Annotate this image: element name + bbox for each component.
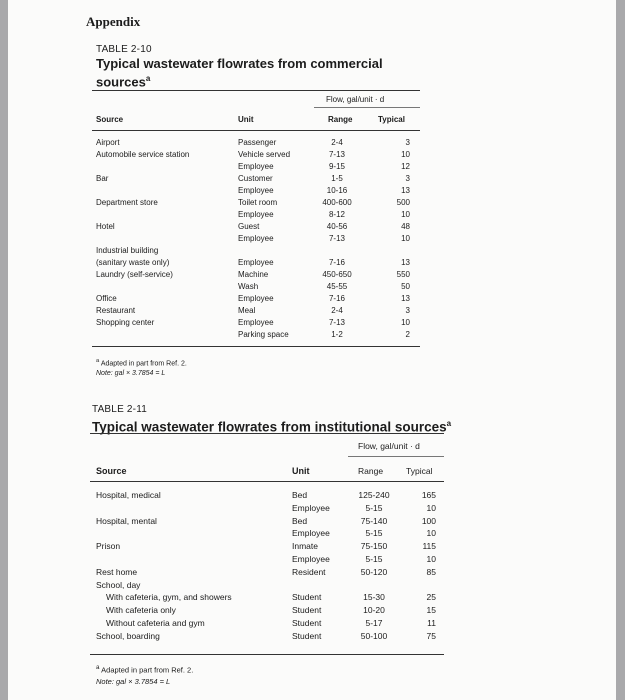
table2-col-typical: Typical xyxy=(406,466,433,476)
table2-range-cell: 75-140 xyxy=(360,515,388,526)
table1-flow-rule xyxy=(314,107,420,108)
table1-typical-cell: 3 xyxy=(405,174,410,183)
table1-typical-cell: 13 xyxy=(401,294,410,303)
table1-note: Note: gal × 3.7854 = L xyxy=(96,370,166,377)
document-page xyxy=(8,0,616,700)
table1-title xyxy=(96,56,383,89)
table1-header-rule xyxy=(92,130,420,131)
table1-range-cell: 45-55 xyxy=(326,282,348,291)
table1-source-cell: Bar xyxy=(96,174,109,183)
table2-range-cell: 5-15 xyxy=(365,528,383,539)
table2-range-cell: 50-100 xyxy=(360,630,388,641)
table1-col-typical: Typical xyxy=(378,115,405,124)
table2-typical-cell: 10 xyxy=(426,502,436,513)
table2-unit-cell: Bed xyxy=(292,490,308,500)
table1-unit-cell: Wash xyxy=(238,282,259,291)
table2-source-cell: Prison xyxy=(96,541,121,552)
table1-unit-cell: Guest xyxy=(238,222,260,231)
table1-top-rule xyxy=(92,90,420,91)
table1-bottom-rule xyxy=(92,346,420,347)
table1-unit-cell: Parking space xyxy=(238,330,289,339)
table1-range-cell: 2-4 xyxy=(331,138,343,147)
table1-typical-cell: 10 xyxy=(401,210,410,219)
table1-unit-cell: Customer xyxy=(238,174,273,183)
table1-typical-cell: 10 xyxy=(401,150,410,159)
table2-note: Note: gal × 3.7854 = L xyxy=(96,677,171,686)
table1-unit-cell: Machine xyxy=(238,270,269,279)
table1-typical-cell: 50 xyxy=(401,282,410,291)
table2-typical-cell: 11 xyxy=(427,618,436,628)
table2-unit-cell: Student xyxy=(292,605,322,616)
table1-source-cell: Shopping center xyxy=(96,318,155,327)
table1-unit-cell: Passenger xyxy=(238,138,277,147)
table2-flow-header: Flow, gal/unit · d xyxy=(358,441,420,451)
table2-unit-cell: Inmate xyxy=(292,541,318,552)
table1-range-cell: 7-13 xyxy=(328,150,345,159)
table2-range-cell: 5-15 xyxy=(365,502,383,513)
table1-typical-cell: 3 xyxy=(405,138,410,147)
table1-title-line1: Typical wastewater flowrates from commercial xyxy=(96,56,383,71)
table1-label: TABLE 2-10 xyxy=(96,44,152,55)
table1-source-cell: Automobile service station xyxy=(96,150,190,159)
table1-unit-cell: Employee xyxy=(238,294,274,303)
table1-footnote-mark: a xyxy=(96,358,100,364)
table2-flow-rule xyxy=(348,456,444,457)
table1-typical-cell: 500 xyxy=(396,198,410,207)
table1-unit-cell: Employee xyxy=(238,318,274,327)
table2-unit-cell: Student xyxy=(292,592,322,603)
table2-header-rule xyxy=(90,481,444,482)
table2-col-unit: Unit xyxy=(292,466,310,476)
table2-footnote-text: Adapted in part from Ref. 2. xyxy=(101,665,194,675)
table1-col-unit: Unit xyxy=(238,115,254,124)
table1-typical-cell: 10 xyxy=(401,318,410,327)
table2-title xyxy=(92,416,451,435)
table1-unit-cell: Employee xyxy=(238,258,274,267)
table1-range-cell: 7-16 xyxy=(328,258,345,267)
table1-unit-cell: Employee xyxy=(238,186,274,195)
table2-source-cell: With cafeteria, gym, and showers xyxy=(106,592,232,603)
appendix-heading: Appendix xyxy=(86,14,141,29)
table1-range-cell: 400-600 xyxy=(322,198,352,207)
table2-typical-cell: 25 xyxy=(426,592,436,603)
table1-unit-cell: Vehicle served xyxy=(238,150,291,159)
table1-source-cell: Laundry (self-service) xyxy=(96,270,173,279)
table1-source-cell: Office xyxy=(96,294,117,303)
table2-source-cell: School, day xyxy=(96,579,141,590)
table1-range-cell: 1-2 xyxy=(331,330,343,339)
table2-source-cell: Hospital, mental xyxy=(96,515,157,526)
table2-range-cell: 5-15 xyxy=(365,554,383,564)
table2-unit-cell: Student xyxy=(292,630,322,641)
table2-footnote-mark: a xyxy=(96,664,100,671)
table1-col-range: Range xyxy=(328,115,353,124)
table2-unit-cell: Resident xyxy=(292,566,326,577)
table2-unit-cell: Employee xyxy=(292,528,330,539)
table1-typical-cell: 48 xyxy=(401,222,410,231)
table1-footnote xyxy=(96,358,187,367)
table1-range-cell: 10-16 xyxy=(326,186,348,195)
table2-range-cell: 15-30 xyxy=(363,592,385,603)
table1-range-cell: 7-16 xyxy=(328,294,345,303)
table2-source-cell: Rest home xyxy=(96,566,138,577)
table1-title-sup: a xyxy=(145,74,151,83)
table1-source-cell: Hotel xyxy=(96,222,115,231)
table1-range-cell: 450-650 xyxy=(322,270,352,279)
table1-range-cell: 8-12 xyxy=(328,210,345,219)
table1-typical-cell: 13 xyxy=(401,258,410,267)
table2-typical-cell: 10 xyxy=(426,528,436,539)
table1-typical-cell: 10 xyxy=(401,234,410,243)
table1-unit-cell: Meal xyxy=(238,306,256,315)
table1-col-source: Source xyxy=(96,115,124,124)
table1-range-cell: 1-5 xyxy=(331,174,343,183)
table1-typical-cell: 13 xyxy=(401,186,410,195)
table1-typical-cell: 3 xyxy=(405,306,410,315)
table2-source-cell: With cafeteria only xyxy=(106,605,176,616)
table2-bottom-rule xyxy=(90,654,444,655)
table1-source-cell: Restaurant xyxy=(96,306,136,315)
table1-source-cell: Airport xyxy=(96,138,120,147)
table2-range-cell: 5-17 xyxy=(365,618,383,628)
table1-range-cell: 2-4 xyxy=(331,306,343,315)
table2-source-cell: Without cafeteria and gym xyxy=(106,618,205,628)
table1-source-cell: Department store xyxy=(96,198,158,207)
table2-typical-cell: 115 xyxy=(422,541,436,552)
table1-range-cell: 7-13 xyxy=(328,318,345,327)
table2-unit-cell: Bed xyxy=(292,515,308,526)
table1-typical-cell: 2 xyxy=(405,330,410,339)
table1-source-cell: Industrial building xyxy=(96,246,159,255)
table1-typical-cell: 12 xyxy=(401,162,410,171)
table1-unit-cell: Employee xyxy=(238,162,274,171)
table2-range-cell: 10-20 xyxy=(363,605,385,616)
table2-title-text: Typical wastewater flowrates from institutional sources xyxy=(92,419,447,435)
table2-typical-cell: 10 xyxy=(426,554,436,564)
table1-source-cell: (sanitary waste only) xyxy=(96,258,170,267)
table2-range-cell: 125-240 xyxy=(358,490,390,500)
table2-col-source: Source xyxy=(96,466,127,476)
table2-unit-cell: Student xyxy=(292,618,322,628)
table2-unit-cell: Employee xyxy=(292,554,330,564)
table2-typical-cell: 100 xyxy=(421,515,436,526)
table2-typical-cell: 165 xyxy=(421,490,436,500)
table2-range-cell: 75-150 xyxy=(360,541,388,552)
table2-top-rule xyxy=(90,433,444,434)
table1-footnote-text: Adapted in part from Ref. 2. xyxy=(100,360,187,368)
table2-source-cell: School, boarding xyxy=(96,630,160,641)
table1-title-line2: sources xyxy=(96,74,146,90)
table1-flow-header: Flow, gal/unit · d xyxy=(326,95,385,104)
table2-typical-cell: 15 xyxy=(426,605,436,616)
table2-label: TABLE 2-11 xyxy=(92,404,147,415)
table2-typical-cell: 85 xyxy=(426,566,436,577)
table2-typical-cell: 75 xyxy=(426,630,436,641)
table2-col-range: Range xyxy=(358,466,384,476)
table1-range-cell: 40-56 xyxy=(326,222,348,231)
table2-footnote xyxy=(96,664,193,675)
table2-range-cell: 50-120 xyxy=(360,566,388,577)
table1-unit-cell: Employee xyxy=(238,234,274,243)
table1-range-cell: 9-15 xyxy=(328,162,345,171)
table1-typical-cell: 550 xyxy=(396,270,410,279)
table1-unit-cell: Toilet room xyxy=(238,198,278,207)
table2-unit-cell: Employee xyxy=(292,502,330,513)
table2-source-cell: Hospital, medical xyxy=(96,490,161,500)
table1-unit-cell: Employee xyxy=(238,210,274,219)
table1-range-cell: 7-13 xyxy=(328,234,345,243)
table2-title-sup: a xyxy=(446,419,452,428)
